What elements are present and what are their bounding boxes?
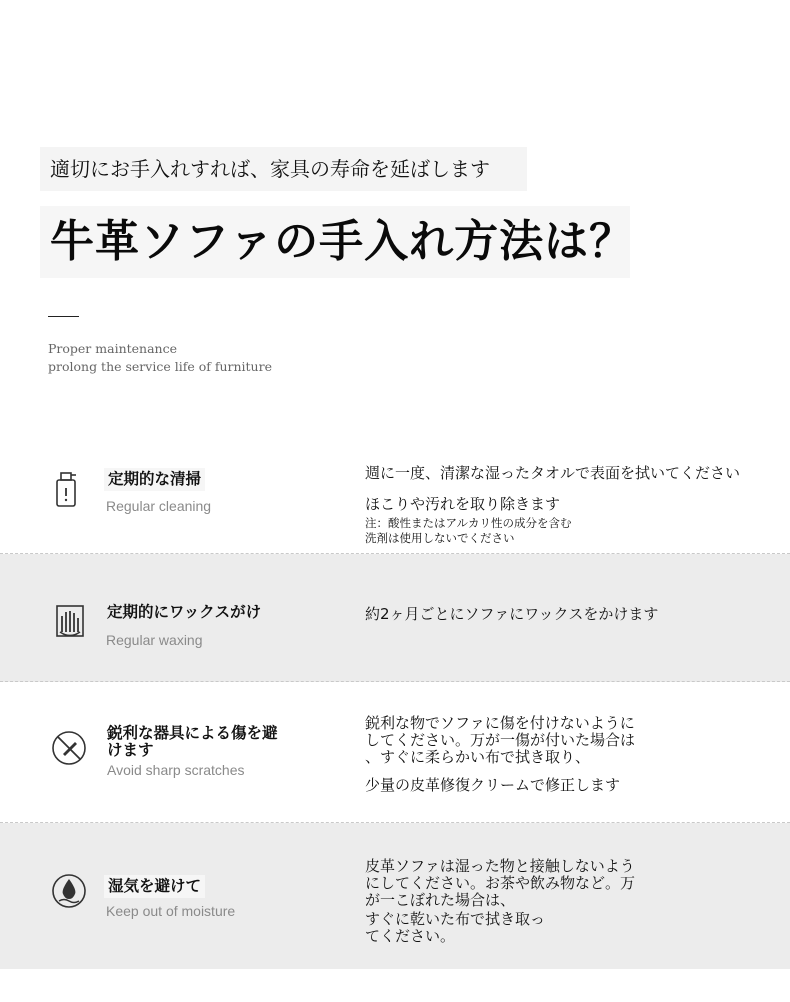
description-line: 約2ヶ月ごとにソファにワックスをかけます (365, 605, 659, 623)
hand-wax-icon (52, 602, 88, 642)
divider (48, 316, 79, 317)
heading-en: Keep out of moisture (106, 903, 236, 919)
heading-en: Avoid sharp scratches (107, 762, 245, 778)
spray-bottle-icon (48, 470, 84, 510)
subtitle: 適切にお手入れすれば、家具の寿命を延ばします (40, 147, 527, 191)
description-line: 、すぐに柔らかい布で拭き取り、 (365, 748, 591, 766)
heading-jp-line: けます (107, 741, 154, 759)
care-item-waxing (0, 554, 790, 682)
english-tagline-line-2: prolong the service life of furniture (48, 359, 272, 374)
no-sharp-objects-icon (51, 728, 87, 768)
description-line: てください。 (365, 927, 456, 945)
heading-jp-line: 鋭利な器具による傷を避 (107, 724, 278, 742)
description-line: ほこりや汚れを取り除きます (365, 495, 561, 513)
description-line: 皮革ソファは湿った物と接触しないよう (365, 857, 635, 875)
heading-en: Regular waxing (106, 632, 203, 648)
note-line: 洗剤は使用しないでください (365, 531, 515, 545)
care-item-sharp (0, 682, 790, 823)
description-line: 鋭利な物でソファに傷を付けないように (365, 714, 635, 732)
english-tagline (48, 340, 272, 376)
description-line: すぐに乾いた布で拭き取っ (365, 910, 546, 928)
heading-jp: 湿気を避けて (104, 875, 205, 898)
page-title: 牛革ソファの手入れ方法は？ (40, 206, 630, 278)
care-item-moisture (0, 823, 790, 969)
description-line: にしてください。お茶や飲み物など。万 (365, 874, 636, 892)
english-tagline-line-1: Proper maintenance (48, 341, 177, 356)
water-drop-icon (51, 871, 87, 911)
care-item-cleaning (0, 440, 790, 554)
description-line: 週に一度、清潔な湿ったタオルで表面を拭いてください (365, 464, 741, 482)
heading-jp: 定期的な清掃 (104, 468, 205, 491)
heading-jp: 定期的にワックスがけ (107, 603, 262, 621)
description-line: してください。万が一傷が付いた場合は (365, 731, 636, 749)
description-line: 少量の皮革修復クリームで修正します (365, 776, 621, 794)
heading-en: Regular cleaning (106, 498, 212, 514)
description-line: が一こぼれた場合は、 (365, 891, 516, 909)
note-line: 注：酸性またはアルカリ性の成分を含む (365, 516, 572, 530)
